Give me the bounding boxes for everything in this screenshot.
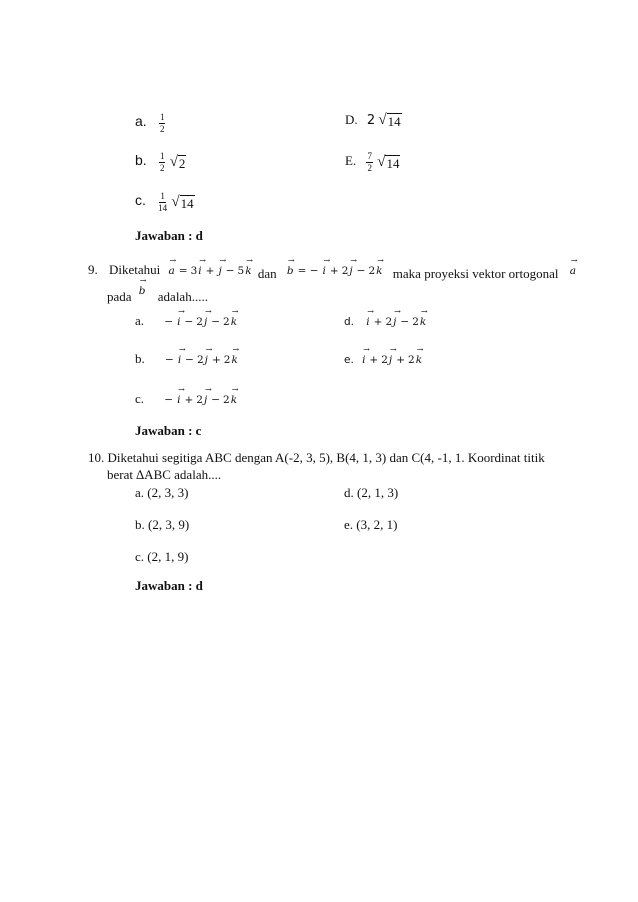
q9-option-d: d. → i + 2→ j − 2→ k: [344, 314, 427, 328]
q9-option-c: c. −→ i + 2→ j − 2→ k: [135, 392, 238, 406]
q10-stem-line2: berat ∆ABC adalah....: [107, 467, 222, 482]
option-label: D.: [345, 112, 358, 127]
vector-b-definition: → b = −→ i + 2→ j − 2→ k: [286, 262, 387, 277]
option-label: E.: [345, 153, 357, 169]
q8-option-d: [345, 113, 402, 129]
sqrt: √ 2: [169, 153, 186, 171]
q10-stem-line1: 10. Diketahui segitiga ABC dengan A(-2, 3, 5), B(4, 1, 3) dan C(4, -1, 1. Koordinat titik: [88, 450, 545, 465]
q8-option-e: [345, 152, 400, 173]
q9-adalah: adalah.....: [157, 289, 208, 304]
vector-a-definition: → a = 3→ i +→ j − 5→ k: [168, 262, 256, 277]
q9-option-b: b. −→ i − 2→ j + 2→ k: [135, 352, 239, 366]
q9-dan: dan: [257, 266, 277, 281]
q10-option-b: b. (2, 3, 9): [135, 517, 190, 532]
vector-a-symbol: → a: [570, 266, 576, 277]
fraction: $\frac{1}{2}$: [159, 112, 165, 134]
q8-option-b: [135, 152, 186, 173]
q9-answer: Jawaban : c: [135, 423, 202, 438]
q10-option-d: d. (2, 1, 3): [344, 485, 399, 500]
vector-b-symbol: → b: [139, 286, 146, 297]
option-label: b.: [135, 351, 145, 366]
q10-answer: Jawaban : d: [135, 578, 203, 593]
option-label: a.: [135, 313, 145, 328]
option-label: b.: [135, 152, 147, 169]
option-label: c.: [135, 192, 146, 209]
fraction: $\frac{7}{2}$: [367, 151, 372, 173]
q9-stem-line1: [88, 262, 577, 281]
option-label: c.: [135, 391, 145, 406]
fraction: $\frac{1}{2}$: [159, 151, 165, 173]
sqrt: √ 14: [378, 112, 401, 130]
q9-tail: maka proyeksi vektor ortogonal: [392, 266, 559, 281]
q8-answer: Jawaban : d: [135, 228, 203, 243]
q8-option-c: [135, 192, 195, 213]
q10-option-a: a. (2, 3, 3): [135, 485, 189, 500]
coefficient: 2: [366, 113, 376, 128]
option-label: a.: [135, 113, 147, 130]
q9-stem-line2: [107, 285, 208, 304]
question-number: 9.: [88, 262, 98, 277]
q9-option-e: e. → i + 2→ j + 2→ k: [344, 352, 423, 366]
sqrt: √ 14: [377, 153, 400, 171]
option-label: e.: [344, 354, 354, 366]
q8-option-a: [135, 113, 166, 134]
q9-intro: Diketahui: [109, 262, 161, 277]
q10-option-c: c. (2, 1, 9): [135, 549, 189, 564]
q9-option-a: a. −→ i − 2→ j − 2→ k: [135, 314, 238, 328]
sqrt: √ 14: [171, 193, 194, 211]
option-label: d.: [344, 316, 355, 328]
fraction: $\frac{1}{14}$: [158, 191, 168, 213]
q10-option-e: e. (3, 2, 1): [344, 517, 398, 532]
q9-pada: pada: [107, 289, 132, 304]
